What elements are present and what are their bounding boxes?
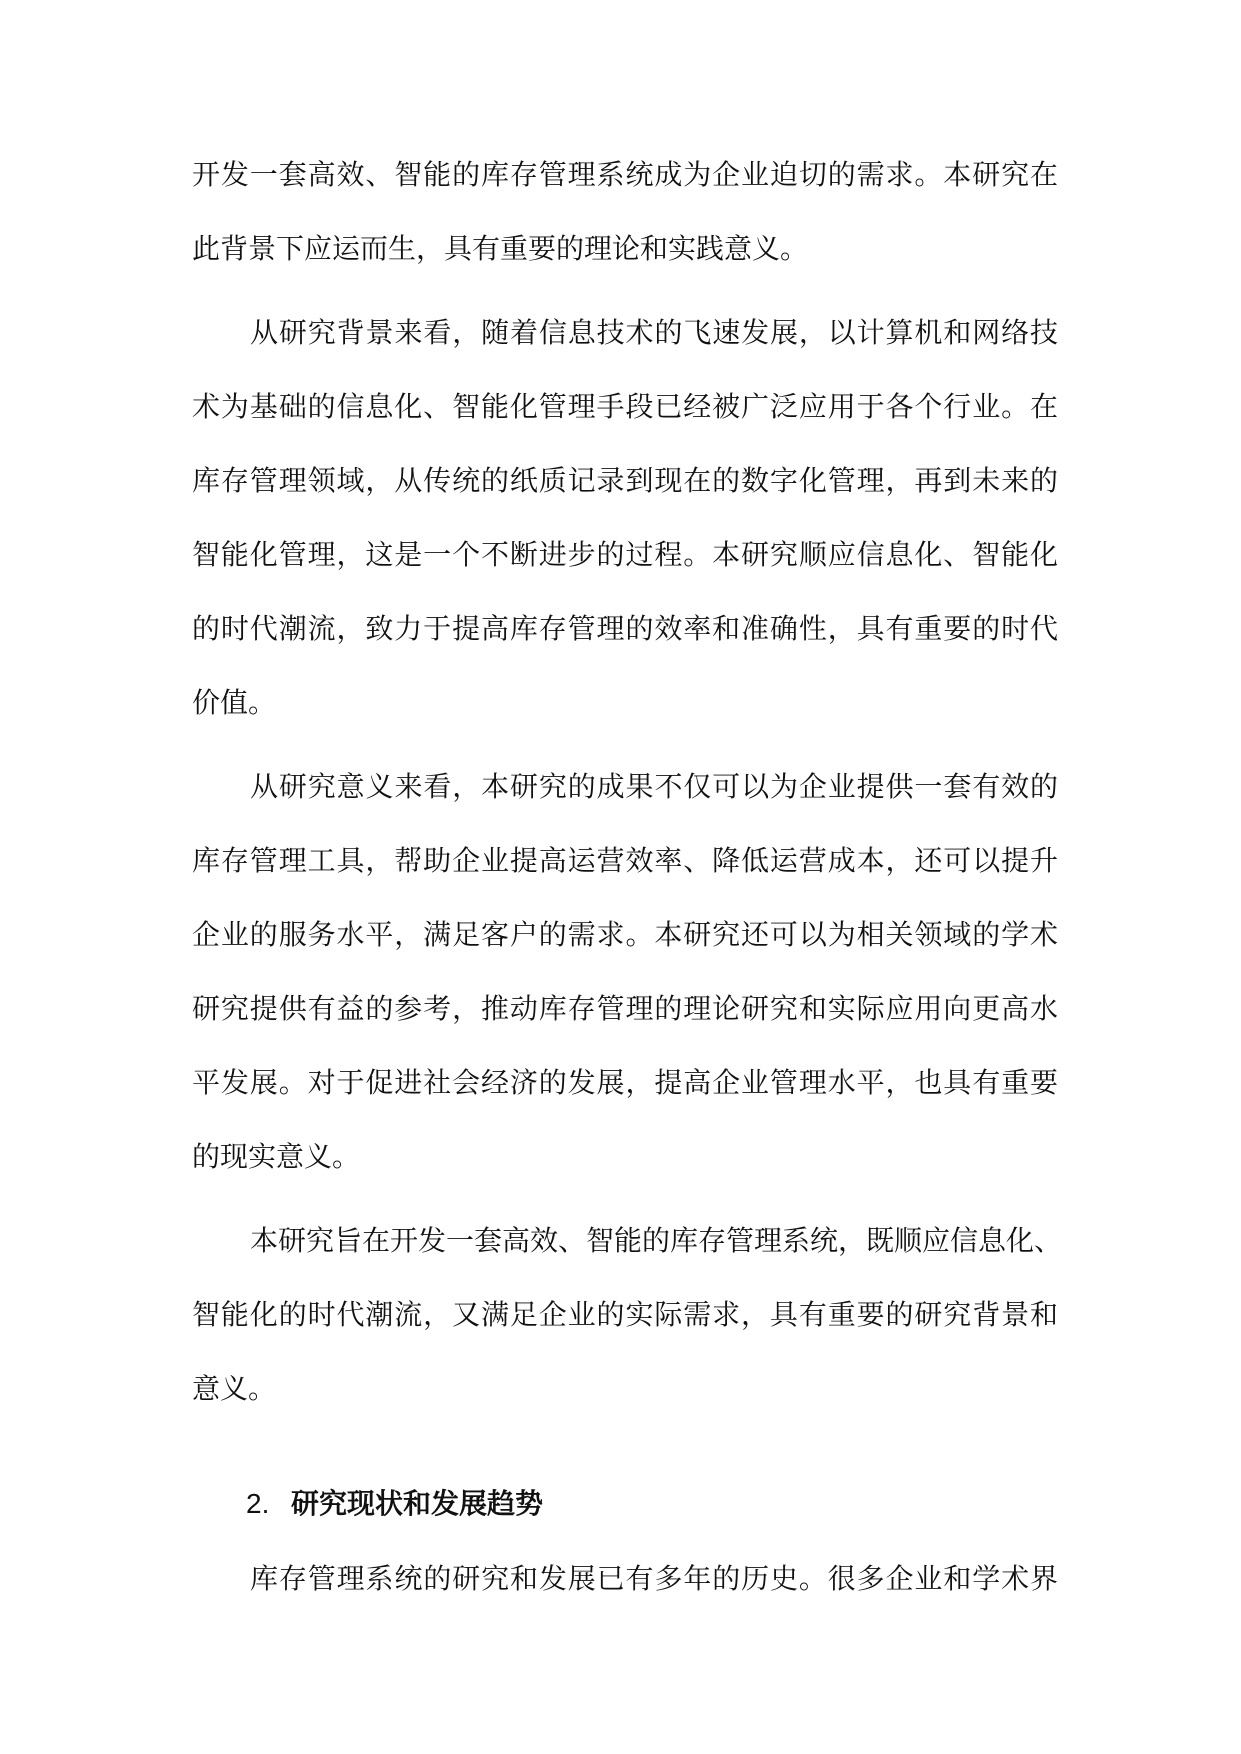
text-line: 的时代潮流，致力于提高库存管理的效率和准确性，具有重要的时代: [192, 612, 1058, 645]
paragraph: [192, 750, 1058, 1194]
paragraph: [192, 1542, 1058, 1616]
paragraph: [192, 1204, 1063, 1426]
section-title: 研究现状和发展趋势: [291, 1487, 544, 1520]
text-line: 本研究旨在开发一套高效、智能的库存管理系统，既顺应信息化、: [250, 1224, 1063, 1257]
text-line: 库存管理领域，从传统的纸质记录到现在的数字化管理，再到未来的: [192, 464, 1058, 497]
document-body: [192, 138, 1063, 1616]
text-line: 意义。: [192, 1372, 277, 1405]
paragraph: [192, 138, 1058, 286]
text-line: 的现实意义。: [192, 1140, 361, 1173]
text-line: 平发展。对于促进社会经济的发展，提高企业管理水平，也具有重要: [192, 1066, 1058, 1099]
section-number: 2.: [246, 1488, 270, 1519]
text-line: 智能化管理，这是一个不断进步的过程。本研究顺应信息化、智能化: [192, 538, 1058, 571]
text-line: 此背景下应运而生，具有重要的理论和实践意义。: [192, 232, 809, 265]
text-line: 研究提供有益的参考，推动库存管理的理论研究和实际应用向更高水: [192, 992, 1058, 1025]
text-line: 库存管理系统的研究和发展已有多年的历史。很多企业和学术界: [250, 1562, 1058, 1595]
text-line: 企业的服务水平，满足客户的需求。本研究还可以为相关领域的学术: [192, 918, 1058, 951]
section-heading: [192, 1467, 1058, 1541]
paragraph: [192, 296, 1058, 740]
text-line: 从研究意义来看，本研究的成果不仅可以为企业提供一套有效的: [250, 770, 1058, 803]
text-line: 智能化的时代潮流，又满足企业的实际需求，具有重要的研究背景和: [192, 1298, 1058, 1331]
text-line: 术为基础的信息化、智能化管理手段已经被广泛应用于各个行业。在: [192, 390, 1058, 423]
text-line: 开发一套高效、智能的库存管理系统成为企业迫切的需求。本研究在: [192, 158, 1058, 191]
text-line: 价值。: [192, 686, 277, 719]
text-line: 从研究背景来看，随着信息技术的飞速发展，以计算机和网络技: [250, 316, 1058, 349]
text-line: 库存管理工具，帮助企业提高运营效率、降低运营成本，还可以提升: [192, 844, 1058, 877]
